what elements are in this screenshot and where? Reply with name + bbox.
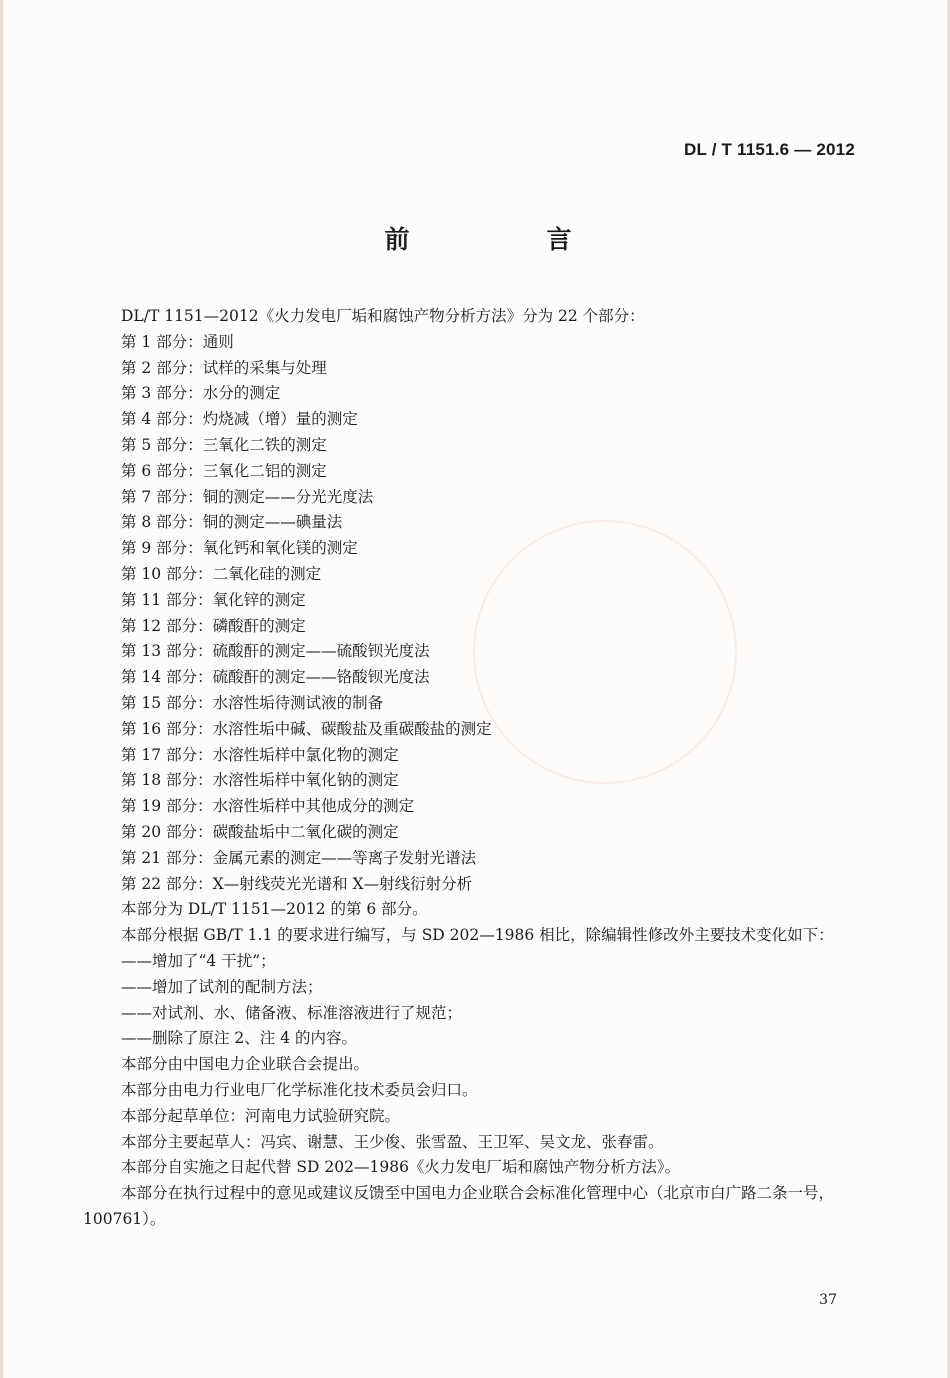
part-item: 第 14 部分：硫酸酐的测定——铬酸钡光度法 xyxy=(121,668,430,687)
part-item: 第 19 部分：水溶性垢样中其他成分的测定 xyxy=(121,797,415,816)
part-item: 第 15 部分：水溶性垢待测试液的制备 xyxy=(121,693,384,712)
statement-part: 本部分为 DL/T 1151—2012 的第 6 部分。 xyxy=(121,900,428,919)
part-item: 第 13 部分：硫酸酐的测定——硫酸钡光度法 xyxy=(121,642,430,661)
statement-drafting-unit: 本部分起草单位：河南电力试验研究院。 xyxy=(121,1106,401,1125)
part-item: 第 5 部分：三氧化二铁的测定 xyxy=(121,435,327,454)
part-item: 第 21 部分：金属元素的测定——等离子发射光谱法 xyxy=(121,848,477,867)
part-item: 第 1 部分：通则 xyxy=(121,332,234,351)
part-item: 第 10 部分：二氧化硅的测定 xyxy=(121,564,322,583)
part-item: 第 9 部分：氧化钙和氧化镁的测定 xyxy=(121,539,358,558)
part-item: 第 22 部分：X—射线荧光光谱和 X—射线衍射分析 xyxy=(121,874,473,893)
change-item: ——对试剂、水、储备液、标准溶液进行了规范； xyxy=(121,1003,463,1022)
part-item: 第 12 部分：磷酸酐的测定 xyxy=(121,616,306,635)
statement-replaces: 本部分自实施之日起代替 SD 202—1986《火力发电厂垢和腐蚀产物分析方法》。 xyxy=(121,1158,681,1177)
part-item: 第 2 部分：试样的采集与处理 xyxy=(121,358,327,377)
statement-changes: 本部分根据 GB/T 1.1 的要求进行编写，与 SD 202—1986 相比，除编辑性修改外主要技术变化如下： xyxy=(121,926,834,945)
part-item: 第 20 部分：碳酸盐垢中二氧化碳的测定 xyxy=(121,822,399,841)
statement-proposer: 本部分由中国电力企业联合会提出。 xyxy=(121,1055,370,1074)
statement-centralized: 本部分由电力行业电厂化学标准化技术委员会归口。 xyxy=(121,1080,478,1099)
change-item: ——增加了试剂的配制方法； xyxy=(121,977,323,996)
standard-code: DL / T 1151.6 — 2012 xyxy=(684,140,855,159)
statement-feedback: 本部分在执行过程中的意见或建议反馈至中国电力企业联合会标准化管理中心（北京市白广路二条一号，100761）。 xyxy=(83,1184,835,1228)
part-item: 第 8 部分：铜的测定——碘量法 xyxy=(121,513,343,532)
part-item: 第 3 部分：水分的测定 xyxy=(121,384,281,403)
change-item: ——删除了原注 2、注 4 的内容。 xyxy=(121,1029,358,1048)
change-item: ——增加了“4 干扰”； xyxy=(121,951,276,970)
part-item: 第 18 部分：水溶性垢样中氧化钠的测定 xyxy=(121,771,399,790)
part-item: 第 11 部分：氧化锌的测定 xyxy=(121,590,306,609)
part-item: 第 16 部分：水溶性垢中碱、碳酸盐及重碳酸盐的测定 xyxy=(121,719,492,738)
page-title: 前 言 xyxy=(384,225,628,254)
statement-drafters: 本部分主要起草人：冯宾、谢慧、王少俊、张雪盈、王卫军、吴文龙、张春雷。 xyxy=(121,1132,664,1151)
intro-line: DL/T 1151—2012《火力发电厂垢和腐蚀产物分析方法》分为 22 个部分： xyxy=(121,307,645,325)
foreword-body xyxy=(83,304,873,1233)
part-item: 第 4 部分：灼烧减（增）量的测定 xyxy=(121,410,358,429)
part-item: 第 17 部分：水溶性垢样中氯化物的测定 xyxy=(121,745,399,764)
page-number: 37 xyxy=(819,1292,837,1308)
part-item: 第 6 部分：三氧化二铝的测定 xyxy=(121,461,327,480)
part-item: 第 7 部分：铜的测定——分光光度法 xyxy=(121,487,374,506)
